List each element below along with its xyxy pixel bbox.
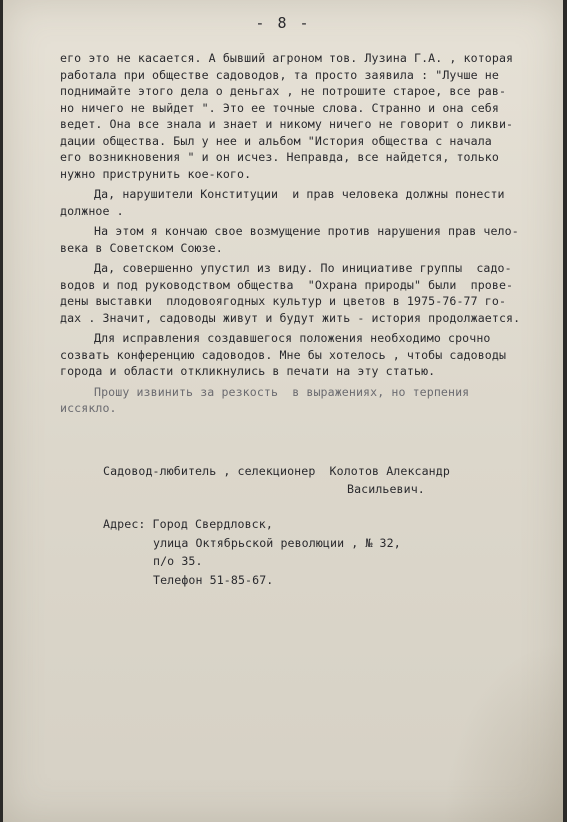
- document-page: [3, 0, 563, 822]
- signature-line: Васильевич.: [347, 482, 425, 496]
- address-line: Адрес: Город Свердловск,: [103, 517, 273, 531]
- paragraph: [60, 384, 560, 417]
- text-line: нужно приструнить кое-кого.: [60, 166, 252, 181]
- text-line: его это не касается. А бывший агроном тов. Лузина Г.А. , которая: [60, 51, 514, 65]
- text-line: должное .: [60, 203, 124, 218]
- text-line: Да, совершенно упустил из виду. По инициативе группы садо-: [94, 261, 512, 275]
- address-line: п/о 35.: [153, 554, 203, 568]
- paragraph: [60, 223, 560, 256]
- text-line: но ничего не выйдет ". Это ее точные слова. Странно и она себя: [60, 100, 499, 115]
- text-line: работала при обществе садоводов, та просто заявила : "Лучше не: [60, 67, 499, 82]
- text-line: поднимайте этого дела о деньгах , не потрошите старое, все рав-: [60, 84, 507, 98]
- text-line: созвать конференцию садоводов. Мне бы хотелось , чтобы садоводы: [60, 347, 507, 362]
- text-line: ведет. Она все знала и знает и никому ничего не говорит о ликви-: [60, 117, 514, 131]
- text-line: дах . Значит, садоводы живут и будут жить - история продолжается.: [60, 310, 521, 325]
- text-line: водов и под руководством общества "Охрана природы" были прове-: [60, 277, 514, 292]
- text-line: Для исправления создавшегося положения необходимо срочно: [94, 331, 491, 345]
- letter-body: [60, 50, 560, 417]
- signature-block: [103, 462, 553, 498]
- paragraph: [60, 186, 560, 219]
- text-line: дации общества. Был у нее и альбом "История общества с начала: [60, 133, 492, 148]
- text-line: Прошу извинить за резкость в выражениях, но терпения: [94, 384, 470, 399]
- paragraph: [60, 50, 560, 182]
- text-line: Да, нарушители Конституции и прав человека должны понести: [94, 187, 505, 201]
- address-line: улица Октябрьской революции , № 32,: [153, 535, 401, 550]
- paragraph: [60, 260, 560, 326]
- text-line: века в Советском Союзе.: [60, 240, 223, 255]
- page-number: - 8 -: [255, 14, 311, 32]
- text-line: его возникновения " и он исчез. Неправда, все найдется, только: [60, 150, 499, 164]
- paper-stain: [443, 642, 563, 822]
- text-line: На этом я кончаю свое возмущение против нарушения прав чело-: [94, 224, 519, 238]
- address-block: [103, 515, 553, 589]
- text-line: иссякло.: [60, 401, 117, 415]
- address-line: Телефон 51-85-67.: [153, 572, 274, 587]
- text-line: города и области откликнулись в печати на эту статью.: [60, 364, 436, 378]
- text-line: дены выставки плодовоягодных культур и цветов в 1975-76-77 го-: [60, 294, 507, 308]
- signature-line: Садовод-любитель , селекционер Колотов Александр: [103, 464, 450, 478]
- paragraph: [60, 330, 560, 380]
